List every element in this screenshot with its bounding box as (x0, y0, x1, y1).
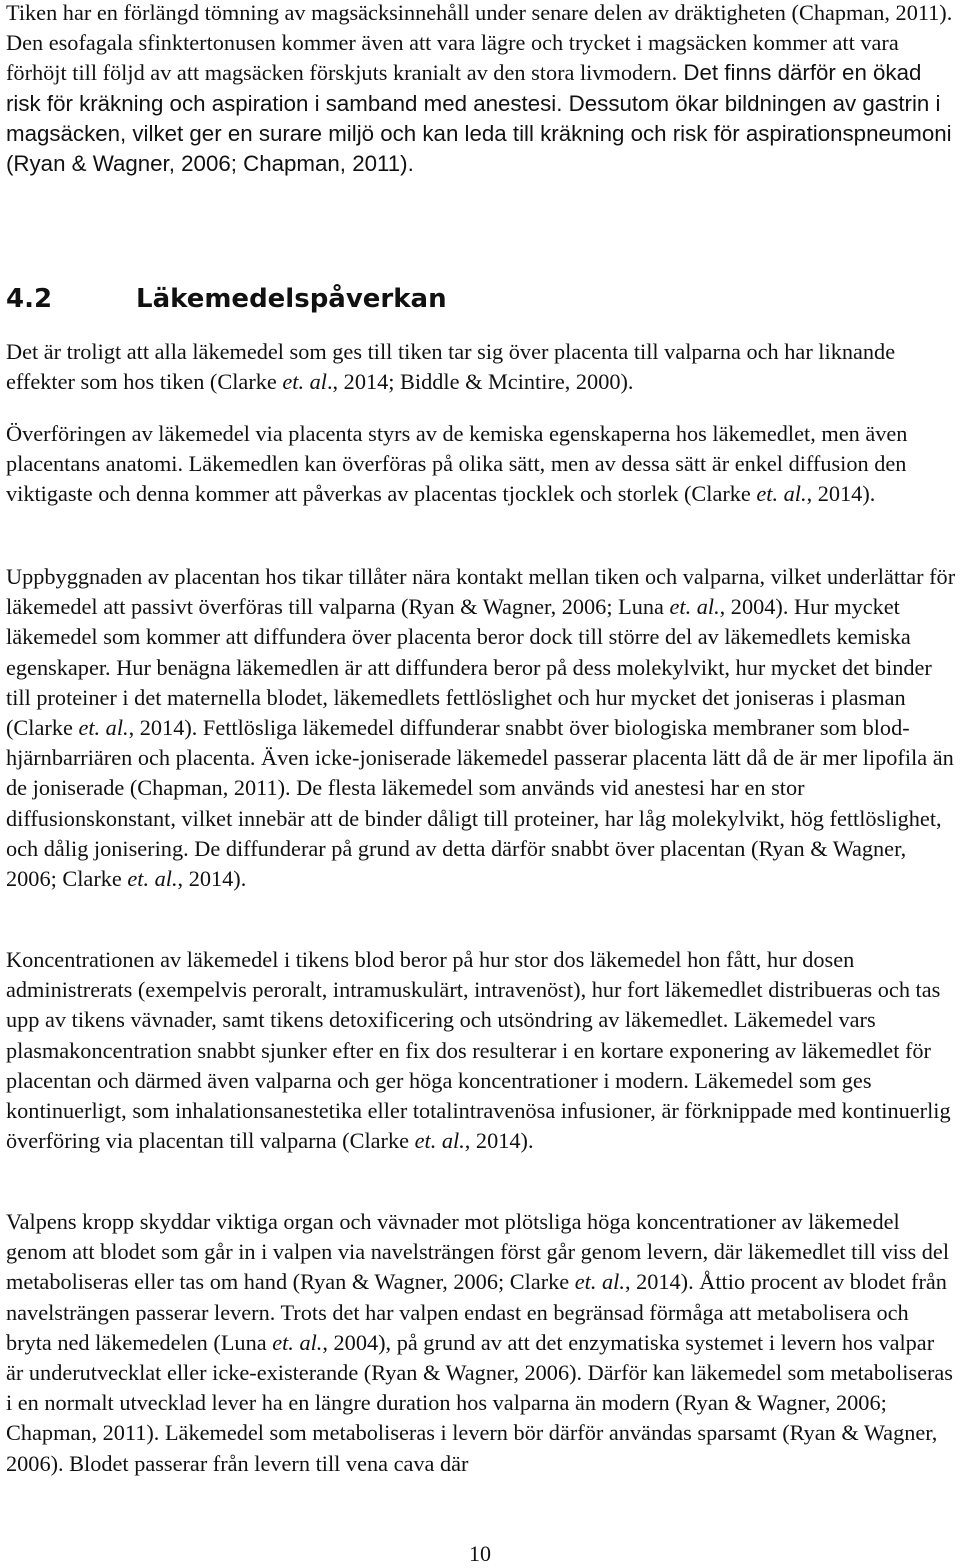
paragraph-text-sans: Det finns därför en ökad risk för kräkning och aspiration i samband med anestesi. (6, 60, 922, 116)
paragraph-placenta-structure (6, 562, 956, 894)
paragraph-text: , 2014). Åttio procent av blodet från navelsträngen passerar levern. Trots det har valpen endast en begränsad förmåga att metabolisera och bryta ned läkemedelen (Luna (6, 1269, 947, 1355)
paragraph-gastric-emptying (6, 0, 956, 179)
paragraph-text: Tiken har en förlängd tömning av magsäcksinnehåll under senare delen av dräktigheten (Chapman, 2011). Den esofagala sfinktertonusen kommer även att vara lägre och trycket i magsäcken kommer att vara förhöjt till följd av att magsäcken förskjuts kranialt av den stora livmodern. (6, 0, 953, 86)
paragraph-text: , 2014). Fettlösliga läkemedel diffunderar snabbt över biologiska membraner som blod-hjärnbarriären och placenta. Även icke-joniserade läkemedel passerar placenta lätt då de är mer lipofila än de joniserade (Chapman, 2011). De flesta läkemedel som används vid anestesi har en stor diffusionskonstant, vilket innebär att de binder dåligt till proteiner, har låg molekylvikt, hög fettlöslighet, och dålig jonisering. De diffunderar på grund av detta därför snabbt över placentan (Ryan & Wagner, 2006; Clarke (6, 715, 954, 892)
section-heading (6, 282, 447, 316)
section-number: 4.2 (6, 284, 53, 314)
paragraph-text: Uppbyggnaden av placentan hos tikar tillåter nära kontakt mellan tiken och valparna, vilket underlättar för läkemedel att passivt överföras till valparna (Ryan & Wagner, 2006; Luna (6, 564, 956, 620)
paragraph-text-sans: Dessutom ökar bildningen av gastrin i magsäcken, vilket ger en surare miljö och kan leda till kräkning och risk för aspirationspneumoni (Ryan & Wagner, 2006; Chapman, 2011). (6, 90, 952, 177)
paragraph-fetal-liver (6, 1207, 956, 1479)
paragraph-text: Koncentrationen av läkemedel i tikens blod beror på hur stor dos läkemedel hon fått, hur dosen administrerats (exempelvis peroralt, intramuskulärt, intravenöst), hur fort läkemedlet distribueras och tas upp av tikens vävnader, samt tikens detoxificering och utsöndring av läkemedlet. Läkemedel vars plasmakoncentration snabbt sjunker efter en fix dos resulterar i en kortare exponering av läkemedlet för placentan och därmed även valparna och ger höga koncentrationer i modern. Läkemedel som ges kontinuerligt, som inhalationsanestetika eller totalintravenösa infusioner, är förknippade med kontinuerlig överföring via placentan till valparna (Clarke (6, 947, 951, 1154)
paragraph-text: ., 2014; Biddle & Mcintire, 2000). (326, 369, 634, 395)
citation-et-al: et. al. (78, 715, 129, 741)
page-number: 10 (469, 1541, 491, 1566)
citation-et-al: et. al. (574, 1269, 625, 1295)
paragraph-text: Valpens kropp skyddar viktiga organ och vävnader mot plötsliga höga koncentrationer av läkemedel genom att blodet som går in i valpen via navelsträngen först går genom levern, där läkemedlet till viss del metaboliseras eller tas om hand (Ryan & Wagner, 2006; Clarke (6, 1209, 950, 1295)
paragraph-text: , 2014). (177, 866, 247, 892)
section-title: Läkemedelspåverkan (136, 284, 447, 314)
paragraph-text: Överföringen av läkemedel via placenta styrs av de kemiska egenskaperna hos läkemedlet, men även placentans anatomi. Läkemedlen kan överföras på olika sätt, men av dessa sätt är enkel diffusion den viktigaste och denna kommer att påverkas av placentas tjocklek och storlek (Clarke (6, 421, 908, 507)
paragraph-drug-transfer-intro (6, 337, 956, 397)
citation-et-al: et. al (282, 369, 327, 395)
citation-et-al: et. al. (127, 866, 178, 892)
paragraph-drug-concentration (6, 945, 956, 1156)
paragraph-placental-transfer (6, 419, 956, 510)
paragraph-text: Det är troligt att alla läkemedel som ges till tiken tar sig över placenta till valparna och har liknande effekter som hos tiken (Clarke (6, 339, 896, 395)
paragraph-text: , 2004). Hur mycket läkemedel som kommer att diffundera över placenta beror dock till större del av läkemedlets kemiska egenskaper. Hur benägna läkemedlen är att diffundera beror på dess molekylvikt, hur mycket det binder till proteiner i det maternella blodet, läkemedlets fettlöslighet och hur mycket det joniseras i plasman (Clarke (6, 594, 932, 741)
citation-et-al: et. al. (669, 594, 720, 620)
citation-et-al: et. al. (756, 481, 807, 507)
paragraph-text: , 2014). (806, 481, 876, 507)
citation-et-al: et. al. (272, 1329, 323, 1355)
paragraph-text: , 2014). (464, 1128, 534, 1154)
paragraph-text: , 2004), på grund av att det enzymatiska systemet i levern hos valpar är underutvecklat eller icke-existerande (Ryan & Wagner, 2006). Därför kan läkemedel som metaboliseras i en normalt utvecklad lever ha en längre duration hos valparna än modern (Ryan & Wagner, 2006; Chapman, 2011). Läkemedel som metaboliseras i levern bör därför användas sparsamt (Ryan & Wagner, 2006). Blodet passerar från levern till vena cava där (6, 1329, 953, 1476)
citation-et-al: et. al. (414, 1128, 465, 1154)
